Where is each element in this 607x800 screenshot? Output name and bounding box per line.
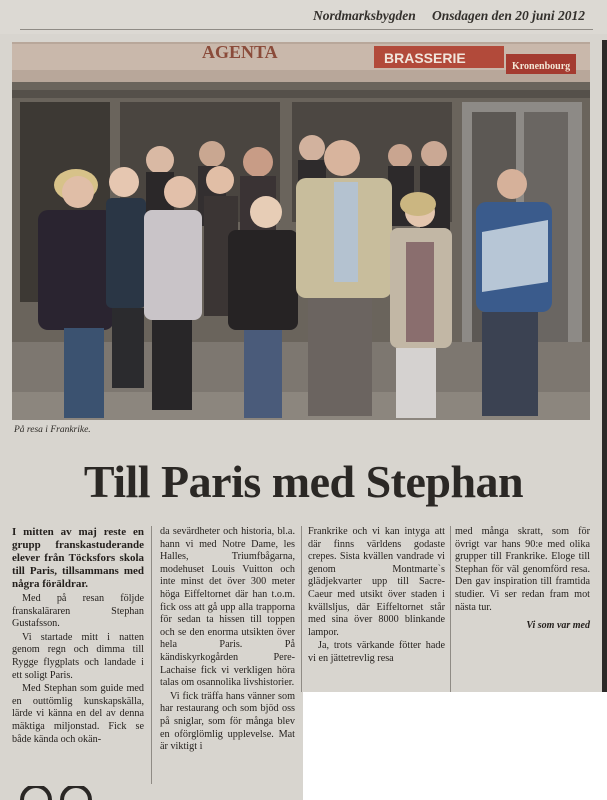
paragraph: Med Stephan som guide med en outtömlig kunskapskälla, lärde vi känna en del av denna mäktiga miljonstad. Fick se både kända och okän-	[12, 683, 144, 745]
paragraph: med många skratt, som för övrigt var hans 90:e med olika grupper till Frankrike. Eloge till Stephan för väl genomförd resa. Den gav inspiration till framtida studier. Vi ser redan fram mot nästa tur.	[455, 526, 590, 613]
column-rule-1	[151, 526, 152, 784]
paper-name: Nordmarksbygden	[313, 8, 416, 23]
column-rule-3	[450, 526, 451, 692]
next-article-edge	[18, 786, 128, 800]
issue-date: Onsdagen den 20 juni 2012	[432, 8, 586, 23]
sign-agenta: AGENTA	[202, 42, 278, 62]
article-headline: Till Paris med Stephan	[83, 456, 524, 507]
sign-brasserie: BRASSERIE	[384, 50, 466, 66]
group-photo	[12, 42, 590, 420]
masthead	[0, 0, 607, 34]
blank-area	[303, 692, 607, 800]
photo-illustration	[12, 42, 590, 420]
article-lead: I mitten av maj reste en grupp franskastuderande elever från Töcksfors skola till Paris, tillsammans med några föräldrar.	[12, 526, 144, 590]
article-column-1	[12, 526, 144, 747]
article-column-3	[308, 526, 445, 667]
article-byline: Vi som var med	[526, 620, 590, 632]
paragraph: Frankrike och vi kan intyga att där finns världens godaste crepes. Sista kvällen vandrade vi genom Montmarte`s glädjekvarter upp till Sacre-Caeur med utsikt över staden i kvällsljus, där Eiffeltornet står med sina över 8000 blinkande lampor.	[308, 526, 445, 638]
masthead-rule	[20, 29, 593, 30]
sign-kronenbourg: Kronenbourg	[512, 61, 571, 72]
article-column-4	[455, 526, 590, 633]
paragraph: Vi startade mitt i natten genom regn och dimma till Rygge flygplats och landade i ett soligt Paris.	[12, 631, 144, 681]
paragraph: da sevärdheter och historia, bl.a. hann vi med Notre Dame, les Halles, Triumfbågarna, modehuset Louis Vuitton och inte minst det över 300 meter höga Eiffeltornet där han t.o.m. fick oss att gå upp alla trapporna för sedan ta hissen till toppen och se den enorma utsikten över hela Paris. På kändiskyrkogården Pere-Lachaise fick vi verkligen höra talas om osannolika livshistorier.	[160, 526, 295, 689]
article-column-2	[160, 526, 295, 755]
paragraph: Ja, trots värkande fötter hade vi en jättetrevlig resa	[308, 640, 445, 664]
paragraph: Med på resan följde franskaläraren Stephan Gustafsson.	[12, 593, 144, 630]
column-rule-2	[301, 526, 302, 692]
photo-caption: På resa i Frankrike.	[14, 425, 91, 435]
page-edge-shadow	[602, 40, 607, 800]
paragraph: Vi fick träffa hans vänner som har restaurang och som bjöd oss på sniglar, som för många blev en oförglömlig upplevelse. Mat är viktigt i	[160, 690, 295, 753]
